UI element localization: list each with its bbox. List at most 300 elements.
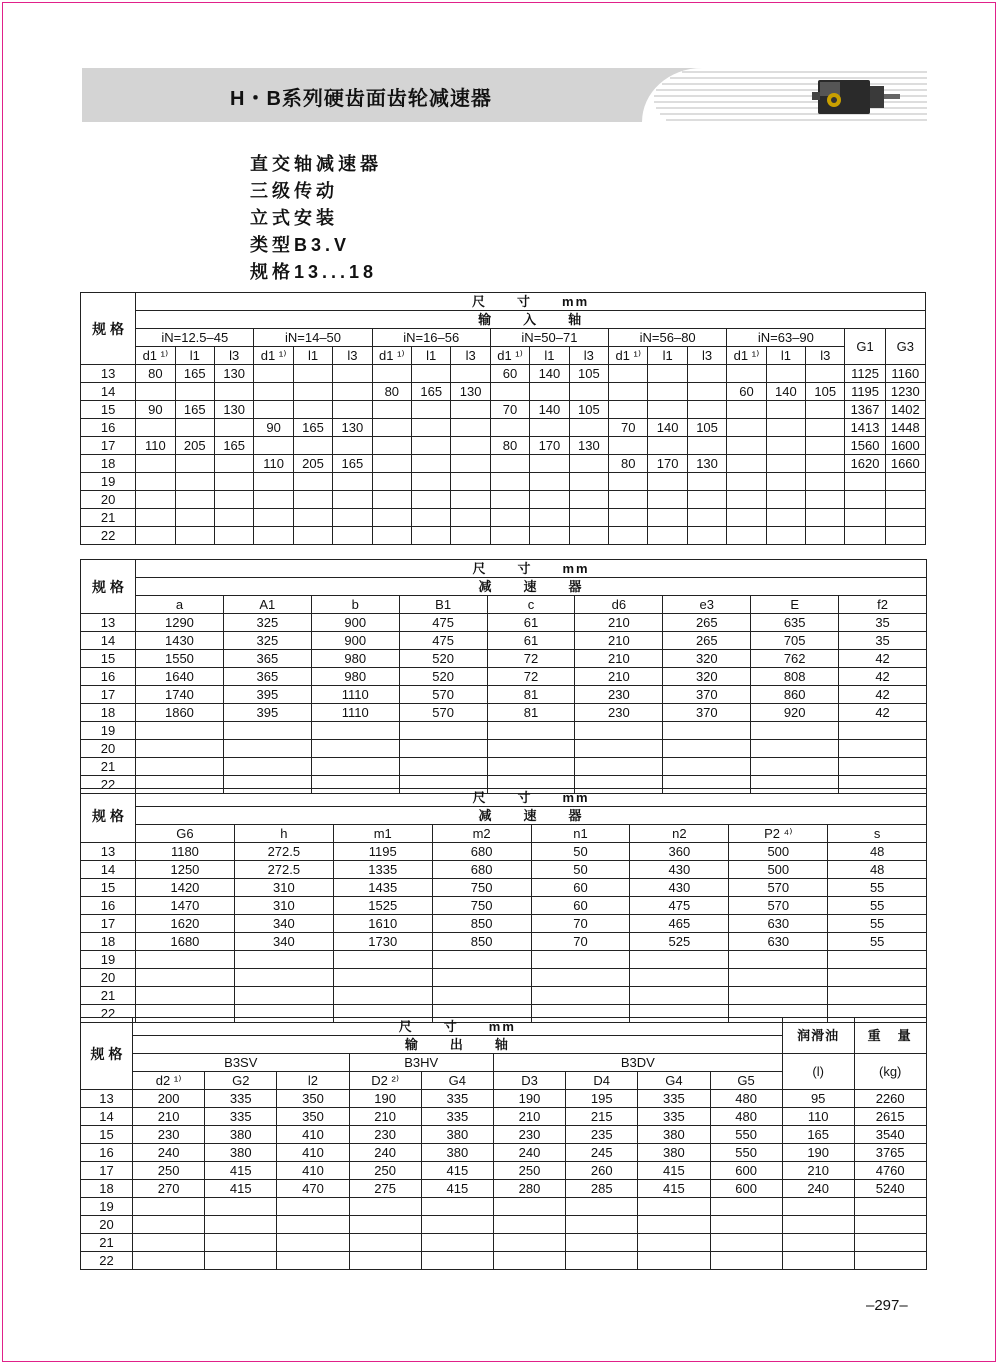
table-cell (648, 509, 687, 527)
table-cell (293, 509, 332, 527)
table-cell: 415 (421, 1162, 493, 1180)
table-cell: 61 (487, 632, 575, 650)
table-cell (234, 969, 333, 987)
col-header: d6 (575, 596, 663, 614)
table-cell: 110 (136, 437, 175, 455)
group-b3hv: B3HV (349, 1054, 493, 1072)
table-cell (854, 1216, 926, 1234)
table-cell (490, 473, 529, 491)
table-cell: 350 (277, 1090, 349, 1108)
dims-label: 尺 寸 mm (133, 1018, 783, 1036)
table-cell (175, 419, 214, 437)
oil-label: 润滑油 (782, 1018, 854, 1054)
table-cell: 470 (277, 1180, 349, 1198)
table-cell (782, 1198, 854, 1216)
col-header: d1 ¹⁾ (372, 347, 411, 365)
table-cell: 325 (223, 614, 311, 632)
col-header: d1 ¹⁾ (136, 347, 175, 365)
table-cell: 1110 (311, 704, 399, 722)
table-cell: 272.5 (234, 843, 333, 861)
row-spec: 13 (81, 365, 136, 383)
table-cell: 250 (133, 1162, 205, 1180)
table-cell: 110 (782, 1108, 854, 1126)
table-cell: 570 (729, 879, 828, 897)
table-cell (451, 365, 490, 383)
table-cell: 310 (234, 897, 333, 915)
table-cell: 42 (839, 686, 927, 704)
table-cell: 50 (531, 843, 630, 861)
col-header: l3 (451, 347, 490, 365)
table-cell (254, 509, 293, 527)
table-row (81, 861, 927, 879)
ratio-group: iN=14–50 (254, 329, 372, 347)
col-header: l1 (530, 347, 569, 365)
table-cell (531, 987, 630, 1005)
table-cell: 410 (277, 1126, 349, 1144)
table-cell (421, 1198, 493, 1216)
table-cell: 415 (421, 1180, 493, 1198)
table-cell (530, 419, 569, 437)
table-cell (372, 491, 411, 509)
group-b3dv: B3DV (493, 1054, 782, 1072)
table-cell (687, 509, 726, 527)
table-row (81, 419, 926, 437)
table-cell: 140 (766, 383, 805, 401)
table-cell (254, 473, 293, 491)
row-spec: 15 (81, 879, 136, 897)
table-cell: 35 (839, 632, 927, 650)
table-cell (432, 951, 531, 969)
table-cell: 48 (828, 843, 927, 861)
table-cell (421, 1234, 493, 1252)
table-cell: 210 (575, 650, 663, 668)
table-cell (451, 527, 490, 545)
table-cell: 550 (710, 1126, 782, 1144)
table-cell (333, 969, 432, 987)
table-cell: 5240 (854, 1180, 926, 1198)
table-row (81, 1234, 927, 1252)
col-header: n1 (531, 825, 630, 843)
table-cell (845, 527, 885, 545)
row-spec: 15 (81, 1126, 133, 1144)
table-cell (333, 365, 372, 383)
table-cell (214, 527, 253, 545)
ratio-group: iN=56–80 (609, 329, 727, 347)
col-header: f2 (839, 596, 927, 614)
table-cell (751, 740, 839, 758)
table-cell: 205 (293, 455, 332, 473)
table-cell: 630 (729, 933, 828, 951)
table-cell (569, 527, 608, 545)
table-cell (254, 527, 293, 545)
table-cell: 272.5 (234, 861, 333, 879)
ratio-group: iN=63–90 (727, 329, 845, 347)
table-row (81, 401, 926, 419)
table-cell (766, 365, 805, 383)
row-spec: 20 (81, 969, 136, 987)
table-cell: 635 (751, 614, 839, 632)
weight-unit: (kg) (854, 1054, 926, 1090)
table-cell: 280 (493, 1180, 565, 1198)
table-cell (727, 491, 766, 509)
col-header: G2 (205, 1072, 277, 1090)
col-header: D3 (493, 1072, 565, 1090)
table-cell (349, 1216, 421, 1234)
table-cell: 335 (421, 1090, 493, 1108)
table-cell (293, 401, 332, 419)
table-cell (451, 491, 490, 509)
col-header: l1 (293, 347, 332, 365)
table-cell (333, 951, 432, 969)
table-cell: 72 (487, 668, 575, 686)
table-cell: 190 (493, 1090, 565, 1108)
table-cell: 60 (727, 383, 766, 401)
group-b3sv: B3SV (133, 1054, 350, 1072)
table-cell: 1180 (136, 843, 235, 861)
table-cell: 230 (493, 1126, 565, 1144)
table-cell (421, 1252, 493, 1270)
table-cell: 1470 (136, 897, 235, 915)
table-cell (663, 758, 751, 776)
output-shaft-table (80, 1017, 927, 1270)
row-spec: 16 (81, 419, 136, 437)
table-cell (885, 491, 925, 509)
table-cell (490, 527, 529, 545)
table-cell: 90 (254, 419, 293, 437)
spec-label: 规 格 (81, 293, 136, 365)
row-spec: 19 (81, 951, 136, 969)
table-cell (766, 527, 805, 545)
page-title: H・B系列硬齿面齿轮减速器 (230, 88, 492, 110)
row-spec: 21 (81, 987, 136, 1005)
table-cell (609, 401, 648, 419)
table-cell: 80 (372, 383, 411, 401)
table-row (81, 686, 927, 704)
table-cell (333, 987, 432, 1005)
table-cell (493, 1252, 565, 1270)
table-cell: 1560 (845, 437, 885, 455)
table-cell (432, 969, 531, 987)
table-cell (136, 455, 175, 473)
table-cell: 210 (575, 614, 663, 632)
table-cell: 140 (530, 365, 569, 383)
col-header: E (751, 596, 839, 614)
table-cell: 2260 (854, 1090, 926, 1108)
table-cell (311, 740, 399, 758)
table-cell: 260 (566, 1162, 638, 1180)
table-cell (766, 401, 805, 419)
table-cell (828, 987, 927, 1005)
table-cell (487, 722, 575, 740)
table-cell: 105 (569, 401, 608, 419)
table-cell (609, 473, 648, 491)
table-cell: 165 (175, 365, 214, 383)
table-cell: 190 (782, 1144, 854, 1162)
dims-label: 尺 寸 mm (136, 789, 927, 807)
table-cell (372, 509, 411, 527)
col-header: m1 (333, 825, 432, 843)
table-cell (254, 491, 293, 509)
row-spec: 22 (81, 527, 136, 545)
table-cell: 210 (575, 632, 663, 650)
table-cell (254, 401, 293, 419)
table-cell: 2615 (854, 1108, 926, 1126)
table-row (81, 722, 927, 740)
table-cell (136, 722, 224, 740)
table-cell (372, 455, 411, 473)
table-cell: 80 (609, 455, 648, 473)
table-cell (372, 419, 411, 437)
table-cell (277, 1216, 349, 1234)
table-row (81, 1108, 927, 1126)
col-header: a (136, 596, 224, 614)
table-cell: 480 (710, 1108, 782, 1126)
col-header: l1 (766, 347, 805, 365)
table-cell: 70 (531, 933, 630, 951)
table-cell: 42 (839, 668, 927, 686)
table-cell: 235 (566, 1126, 638, 1144)
table-cell: 340 (234, 915, 333, 933)
table-cell: 335 (421, 1108, 493, 1126)
table-cell: 415 (638, 1180, 710, 1198)
table-cell (223, 722, 311, 740)
table-cell: 265 (663, 614, 751, 632)
table-cell (710, 1252, 782, 1270)
table-cell (729, 951, 828, 969)
table-cell (648, 365, 687, 383)
table-cell (487, 740, 575, 758)
row-spec: 19 (81, 722, 136, 740)
table-cell (609, 383, 648, 401)
table-cell (451, 455, 490, 473)
table-cell (782, 1216, 854, 1234)
table-cell: 1640 (136, 668, 224, 686)
table-cell: 360 (630, 843, 729, 861)
table-cell (333, 401, 372, 419)
table-cell (136, 758, 224, 776)
table-cell: 570 (399, 686, 487, 704)
col-header: d1 ¹⁾ (609, 347, 648, 365)
table-cell: 165 (782, 1126, 854, 1144)
row-spec: 14 (81, 632, 136, 650)
table-cell (566, 1234, 638, 1252)
table-cell: 165 (293, 419, 332, 437)
table-cell: 550 (710, 1144, 782, 1162)
row-spec: 13 (81, 843, 136, 861)
table-cell (648, 383, 687, 401)
row-spec: 20 (81, 1216, 133, 1234)
table-cell: 70 (531, 915, 630, 933)
output-shaft-label: 输 出 轴 (133, 1036, 783, 1054)
table-cell (254, 437, 293, 455)
table-cell (648, 527, 687, 545)
table-cell: 808 (751, 668, 839, 686)
table-cell (223, 758, 311, 776)
table-cell (412, 527, 451, 545)
table-cell (136, 987, 235, 1005)
table-cell (638, 1216, 710, 1234)
table-cell (782, 1234, 854, 1252)
table-cell (136, 509, 175, 527)
table-cell: 630 (729, 915, 828, 933)
table-cell: 350 (277, 1108, 349, 1126)
table-cell (569, 419, 608, 437)
col-header: s (828, 825, 927, 843)
table-cell: 570 (729, 897, 828, 915)
table-cell: 1525 (333, 897, 432, 915)
table-row (81, 987, 927, 1005)
table-cell (727, 365, 766, 383)
table-cell (234, 987, 333, 1005)
col-header: G5 (710, 1072, 782, 1090)
table-cell: 415 (205, 1162, 277, 1180)
table-cell (530, 491, 569, 509)
table-cell (293, 365, 332, 383)
table-cell: 240 (782, 1180, 854, 1198)
table-cell: 3765 (854, 1144, 926, 1162)
table-cell (451, 419, 490, 437)
row-spec: 14 (81, 383, 136, 401)
table-cell: 1110 (311, 686, 399, 704)
table-cell: 365 (223, 650, 311, 668)
table-cell (648, 491, 687, 509)
table-cell: 1250 (136, 861, 235, 879)
table-cell: 285 (566, 1180, 638, 1198)
table-cell: 190 (349, 1090, 421, 1108)
table-cell: 60 (531, 879, 630, 897)
row-spec: 22 (81, 1005, 136, 1023)
table-cell: 210 (575, 668, 663, 686)
table-cell: 310 (234, 879, 333, 897)
table-cell: 465 (630, 915, 729, 933)
table-cell (854, 1252, 926, 1270)
table-cell (569, 509, 608, 527)
table-row (81, 1144, 927, 1162)
col-header: l2 (277, 1072, 349, 1090)
col-header: d1 ¹⁾ (254, 347, 293, 365)
table-cell: 1660 (885, 455, 925, 473)
table-row (81, 1090, 927, 1108)
table-cell (293, 491, 332, 509)
table-cell: 130 (569, 437, 608, 455)
table-cell (136, 473, 175, 491)
table-row (81, 1216, 927, 1234)
table-cell (293, 383, 332, 401)
table-cell (277, 1234, 349, 1252)
table-cell (648, 401, 687, 419)
table-cell (487, 758, 575, 776)
table-cell: 335 (205, 1108, 277, 1126)
table-cell: 705 (751, 632, 839, 650)
table-cell: 500 (729, 861, 828, 879)
table-cell (885, 527, 925, 545)
row-spec: 18 (81, 933, 136, 951)
spec-label: 规 格 (81, 1018, 133, 1090)
table-cell (687, 527, 726, 545)
page-number: –297– (866, 1297, 908, 1314)
table-cell (727, 437, 766, 455)
table-cell (687, 401, 726, 419)
table-cell (333, 383, 372, 401)
table-cell: 380 (421, 1126, 493, 1144)
table-row (81, 933, 927, 951)
table-cell (399, 722, 487, 740)
col-header: m2 (432, 825, 531, 843)
table-cell (766, 491, 805, 509)
table-cell (885, 509, 925, 527)
table-cell: 1610 (333, 915, 432, 933)
table-cell (175, 383, 214, 401)
table-cell (136, 969, 235, 987)
table-cell (333, 527, 372, 545)
table-cell: 850 (432, 933, 531, 951)
table-cell (566, 1216, 638, 1234)
table-cell: 250 (493, 1162, 565, 1180)
input-shaft-label: 输 入 轴 (136, 311, 926, 329)
table-cell: 50 (531, 861, 630, 879)
table-row (81, 897, 927, 915)
table-cell: 130 (214, 401, 253, 419)
table-cell (782, 1252, 854, 1270)
table-cell (845, 509, 885, 527)
table-cell: 900 (311, 614, 399, 632)
table-cell (490, 419, 529, 437)
table-cell (806, 509, 845, 527)
col-header: D4 (566, 1072, 638, 1090)
table-cell (311, 758, 399, 776)
table-cell: 1680 (136, 933, 235, 951)
table-cell (205, 1216, 277, 1234)
table-cell: 520 (399, 650, 487, 668)
table-cell (451, 401, 490, 419)
table-cell: 130 (687, 455, 726, 473)
table-cell (234, 951, 333, 969)
table-cell: 80 (136, 365, 175, 383)
table-cell (133, 1252, 205, 1270)
table-cell: 415 (638, 1162, 710, 1180)
table-cell: 860 (751, 686, 839, 704)
table-cell (333, 437, 372, 455)
table-cell: 165 (175, 401, 214, 419)
table-cell (630, 951, 729, 969)
col-header: d1 ¹⁾ (490, 347, 529, 365)
table-cell (421, 1216, 493, 1234)
table-cell: 340 (234, 933, 333, 951)
col-header: G3 (885, 329, 925, 365)
table-cell: 105 (569, 365, 608, 383)
table-cell: 165 (333, 455, 372, 473)
col-header: n2 (630, 825, 729, 843)
table-cell: 110 (254, 455, 293, 473)
table-cell (214, 491, 253, 509)
table-cell: 4760 (854, 1162, 926, 1180)
col-header: l3 (569, 347, 608, 365)
table-cell: 3540 (854, 1126, 926, 1144)
table-cell: 370 (663, 686, 751, 704)
table-cell: 475 (399, 632, 487, 650)
table-cell: 210 (133, 1108, 205, 1126)
table-cell: 475 (399, 614, 487, 632)
table-cell (638, 1252, 710, 1270)
table-cell (845, 473, 885, 491)
table-cell: 850 (432, 915, 531, 933)
row-spec: 21 (81, 1234, 133, 1252)
table-cell (493, 1216, 565, 1234)
table-cell (175, 491, 214, 509)
table-row (81, 491, 926, 509)
table-cell (333, 491, 372, 509)
table-cell: 70 (490, 401, 529, 419)
